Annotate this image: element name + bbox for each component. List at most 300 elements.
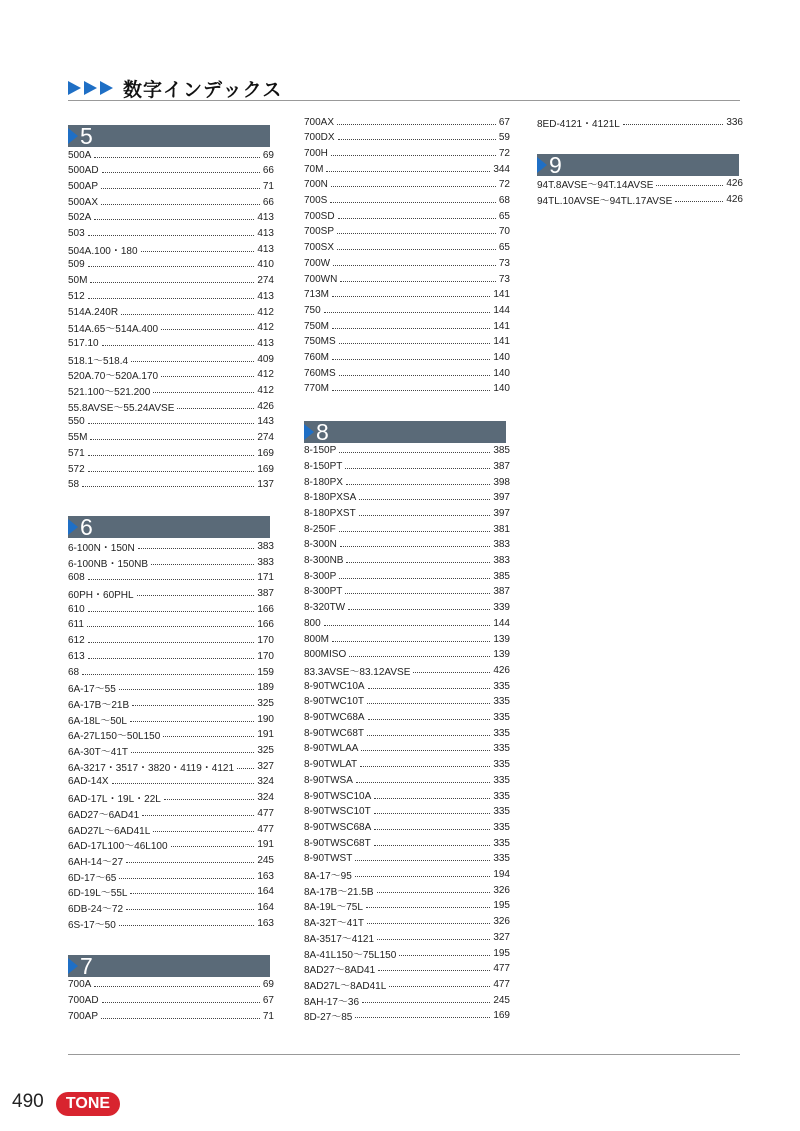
entry-label: 6-100N・150N [68,542,135,554]
index-entry [304,458,510,474]
entry-label: 8-90TWST [304,853,353,865]
index-entry [304,302,510,318]
leader-dots [337,249,496,250]
index-entry [304,804,510,820]
leader-dots [102,1002,260,1003]
leader-dots [374,798,490,799]
entry-label: 6D-19L～55L [68,888,128,900]
index-entry [304,772,510,788]
leader-dots [153,392,254,393]
index-entry [304,568,510,584]
entry-page: 65 [498,210,510,222]
entry-label: 611 [68,619,84,631]
index-entry [68,977,274,993]
page-title: 数字インデックス [123,79,283,101]
entry-page: 413 [257,243,274,255]
leader-dots [374,813,491,814]
entry-page: 139 [493,649,510,661]
entry-page: 339 [493,602,510,614]
entry-page: 335 [493,727,510,739]
index-entry [68,805,274,821]
leader-dots [88,423,255,424]
entry-label: 8-150PT [304,460,343,472]
entry-page: 66 [262,196,274,208]
leader-dots [413,672,490,673]
index-entry [304,130,510,146]
heading-marker-icon [537,157,547,173]
leader-dots [367,923,490,924]
entry-label: 518.1～518.4 [68,355,129,367]
entry-label: 8-250F [304,523,336,535]
leader-dots [119,878,254,879]
leader-dots [94,219,254,220]
leader-dots [330,202,496,203]
index-entry [68,367,274,383]
leader-dots [332,296,490,297]
entry-page: 144 [493,304,510,316]
entry-page: 71 [262,1010,274,1022]
entry-page: 477 [493,978,510,990]
entry-label: 6AD-17L100～46L100 [68,841,168,853]
leader-dots [675,201,723,202]
entry-page: 67 [262,995,274,1007]
entry-page: 191 [257,729,274,741]
leader-dots [355,1017,490,1018]
index-entry [304,255,510,271]
leader-dots [101,204,260,205]
entry-page: 325 [257,745,274,756]
entry-label: 8-90TWSA [304,774,353,786]
entry-page: 170 [257,635,274,647]
entry-page: 413 [257,212,274,224]
leader-dots [126,909,254,910]
index-entry [304,976,510,992]
entry-page: 335 [493,806,510,818]
entry-page: 383 [257,556,274,568]
entry-label: 517.10 [68,337,99,349]
index-entry [304,240,510,256]
entry-label: 613 [68,650,85,662]
entry-label: 94T.8AVSE～94T.14AVSE [537,180,654,192]
entry-label: 55M [68,432,88,444]
index-entry [68,257,274,273]
entry-label: 700AP [68,1010,99,1022]
leader-dots [359,515,491,516]
leader-dots [340,546,491,547]
entry-label: 713M [304,289,330,301]
leader-dots [348,609,490,610]
leader-dots [141,251,255,252]
index-entry [304,788,510,804]
section-heading-number: 6 [80,514,93,541]
entry-page: 387 [493,586,510,598]
index-entry [68,430,274,446]
index-entry [68,226,274,242]
index-entry [304,835,510,851]
entry-page: 163 [257,870,274,882]
entry-label: 750M [304,320,330,332]
index-entry [68,758,274,774]
entry-page: 69 [262,979,274,991]
entry-page: 336 [726,116,743,128]
entry-label: 83.3AVSE～83.12AVSE [304,666,411,678]
entry-page: 477 [493,963,510,975]
index-entry [304,945,510,961]
leader-dots [374,845,491,846]
section-heading-number: 9 [549,151,562,178]
leader-dots [119,689,255,690]
entry-label: 8D-27～85 [304,1012,353,1024]
entry-page: 169 [493,1010,510,1022]
entry-label: 509 [68,259,85,271]
entry-label: 770M [304,383,330,395]
entry-label: 8-150P [304,445,337,457]
index-entry [68,900,274,916]
leader-dots [361,750,490,751]
entry-label: 8AH-17～36 [304,996,360,1008]
entry-page: 385 [493,570,510,582]
leader-dots [130,721,254,722]
entry-label: 500AX [68,196,99,208]
leader-dots [360,766,490,767]
leader-dots [367,735,490,736]
entry-label: 8-300N [304,539,337,551]
index-entry [304,381,510,397]
entry-page: 163 [257,917,274,929]
heading-marker-icon [68,958,78,974]
entry-page: 68 [498,195,510,206]
entry-page: 412 [257,306,274,318]
index-entry [68,178,274,194]
entry-page: 324 [257,776,274,788]
index-entry [304,318,510,334]
entry-page: 413 [257,337,274,349]
index-entry [304,929,510,945]
entry-page: 73 [498,257,510,269]
index-entry [304,271,510,287]
index-entry [304,631,510,647]
index-entry [68,884,274,900]
leader-dots [337,124,496,125]
leader-dots [338,139,496,140]
entry-label: 514A.65～514A.400 [68,324,159,336]
entry-page: 398 [493,476,510,488]
index-entry [304,757,510,773]
entry-label: 502A [68,212,92,224]
leader-dots [88,611,255,612]
entry-label: 6AD27～6AD41 [68,809,140,821]
entry-page: 164 [257,902,274,913]
entry-label: 6DB-24～72 [68,904,124,915]
index-entry [68,398,274,414]
index-entry [68,711,274,727]
leader-dots [374,829,490,830]
leader-dots [112,783,255,784]
heading-marker-icon [68,128,78,144]
index-entry [68,273,274,289]
index-entry [68,774,274,790]
entry-page: 190 [257,713,274,725]
leader-dots [346,484,490,485]
entry-page: 397 [493,507,510,519]
index-entry [304,553,510,569]
leader-dots [324,312,491,313]
leader-dots [130,893,254,894]
entry-label: 6AH-14～27 [68,856,124,868]
index-entry [304,961,510,977]
index-entry [304,914,510,930]
index-entry [304,193,510,209]
leader-dots [399,955,490,956]
entry-label: 8A-17～95 [304,871,352,882]
leader-dots [161,376,254,377]
leader-dots [340,281,496,282]
index-entry [304,710,510,726]
entry-page: 140 [493,352,510,363]
leader-dots [359,499,490,500]
index-entry [68,554,274,570]
index-entry [68,445,274,461]
entry-page: 387 [493,460,510,472]
entry-label: 700S [304,195,328,206]
section-heading-number: 7 [80,952,93,979]
section-heading-7 [68,952,270,979]
leader-dots [132,705,254,706]
entry-label: 521.100～521.200 [68,387,151,398]
entry-label: 6A-3217・3517・3820・4119・4121 [68,762,235,774]
entry-page: 69 [262,149,274,161]
index-entry [537,114,743,130]
entry-page: 140 [493,367,510,379]
index-entry [68,414,274,430]
entry-label: 8-90TWSC68A [304,821,372,833]
entry-page: 426 [726,178,743,190]
leader-dots [339,531,491,532]
leader-dots [88,642,255,643]
leader-dots [378,970,490,971]
entry-page: 383 [493,555,510,566]
leader-dots [377,939,490,940]
entry-page: 171 [257,572,274,584]
leader-dots [332,328,490,329]
entry-page: 381 [493,523,510,535]
index-entry [304,662,510,678]
index-entry [304,898,510,914]
entry-label: 800M [304,633,330,645]
leader-dots [346,562,490,563]
leader-dots [82,486,254,487]
entry-page: 159 [257,666,274,678]
entry-label: 572 [68,463,85,475]
entry-label: 6-100NB・150NB [68,558,149,570]
entry-label: 6A-27L150～50L150 [68,731,161,743]
index-entry [68,570,274,586]
entry-page: 412 [257,322,274,334]
index-entry [68,335,274,351]
entry-page: 70 [498,226,510,238]
leader-dots [171,846,255,847]
entry-label: 503 [68,228,85,239]
entry-page: 67 [498,116,510,128]
entry-label: 700DX [304,132,335,144]
entry-page: 324 [257,792,274,804]
entry-label: 50M [68,275,88,287]
index-entry [304,819,510,835]
leader-dots [368,688,491,689]
entry-label: 8-90TWC10A [304,680,365,692]
entry-page: 73 [498,273,510,285]
entry-label: 750MS [304,336,336,348]
entry-page: 169 [257,447,274,459]
leader-dots [88,579,255,580]
entry-label: 6D-17～65 [68,872,117,884]
entry-label: 520A.70～520A.170 [68,371,159,383]
entry-page: 327 [493,931,510,943]
leader-dots [338,218,496,219]
entry-label: 8-300NB [304,555,344,566]
section-heading-number: 8 [316,418,329,445]
entry-page: 335 [493,743,510,755]
entry-label: 8A-19L～75L [304,902,363,914]
leader-dots [137,595,255,596]
section-heading-number: 5 [80,123,93,149]
entry-label: 610 [68,603,85,615]
index-entry [68,147,274,163]
logo-text: TONE [65,1095,111,1112]
leader-dots [131,361,254,362]
entry-page: 325 [257,697,274,709]
leader-dots [656,185,723,186]
entry-label: 6A-18L～50L [68,715,127,727]
index-entry [68,743,274,759]
entry-page: 397 [493,492,510,504]
entry-page: 164 [257,886,274,898]
entry-page: 335 [493,774,510,786]
leader-dots [331,155,496,156]
leader-dots [345,468,490,469]
entry-label: 700N [304,179,328,191]
entry-page: 65 [498,242,510,254]
leader-dots [326,171,490,172]
index-entry [304,474,510,490]
leader-dots [88,658,255,659]
index-entry [304,224,510,240]
leader-dots [623,124,723,125]
index-entry [304,505,510,521]
index-entry [68,852,274,868]
entry-label: 6A-17B～21B [68,699,130,711]
entry-page: 385 [493,445,510,457]
leader-dots [102,345,255,346]
leader-dots [101,1018,260,1019]
leader-dots [356,782,490,783]
entry-label: 608 [68,572,85,584]
entry-label: 8-90TWC68T [304,727,365,739]
entry-page: 344 [493,163,510,175]
entry-label: 700H [304,147,328,159]
entry-page: 327 [257,760,274,772]
entry-label: 6AD27L～6AD41L [68,825,151,837]
entry-page: 195 [493,947,510,959]
entry-page: 335 [493,853,510,865]
index-entry [304,114,510,130]
leader-dots [367,703,490,704]
entry-page: 71 [262,180,274,192]
header-divider [68,100,740,101]
index-entry [304,882,510,898]
section-heading-6 [68,514,270,541]
entry-label: 8A-41L150～75L150 [304,949,397,961]
entry-label: 8A-17B～21.5B [304,886,374,898]
leader-dots [90,282,254,283]
index-entry [68,194,274,210]
entry-page: 170 [257,650,274,662]
entry-page: 189 [257,682,274,694]
index-entry [304,584,510,600]
entry-label: 750 [304,304,321,316]
entry-label: 6AD-17L・19L・22L [68,794,161,806]
leader-dots [368,719,491,720]
entry-label: 700SP [304,226,335,238]
leader-dots [88,298,255,299]
section-heading-8 [304,418,506,445]
entry-label: 612 [68,635,85,647]
leader-dots [339,452,490,453]
entry-page: 72 [498,179,510,191]
index-entry [68,868,274,884]
leader-dots [138,548,255,549]
index-entry [68,320,274,336]
leader-dots [324,625,491,626]
leader-dots [102,172,260,173]
index-entry [537,191,743,207]
leader-dots [333,265,496,266]
entry-page: 426 [726,193,743,205]
leader-dots [88,266,255,267]
entry-label: 8-90TWSC10A [304,790,372,802]
leader-dots [88,455,255,456]
entry-label: 512 [68,290,85,302]
index-entry [304,867,510,883]
entry-page: 143 [257,416,274,428]
index-entry [68,477,274,493]
leader-dots [88,235,255,236]
index-entry [68,351,274,367]
leader-dots [377,892,491,893]
leader-dots [142,815,254,816]
index-entry [68,163,274,179]
entry-label: 700AX [304,116,335,128]
entry-page: 274 [257,432,274,444]
leader-dots [339,343,491,344]
index-entry [304,208,510,224]
index-entry [68,383,274,399]
page-header [68,76,282,100]
entry-label: 700AD [68,995,99,1007]
index-entry [68,288,274,304]
index-entry [68,821,274,837]
entry-label: 94TL.10AVSE～94TL.17AVSE [537,195,673,207]
section-heading-9 [537,151,739,178]
index-entry [304,741,510,757]
index-entry [304,334,510,350]
entry-label: 8-90TWSC68T [304,837,371,849]
entry-page: 413 [257,290,274,302]
entry-page: 335 [493,759,510,771]
leader-dots [161,329,254,330]
index-entry [68,993,274,1009]
entry-page: 194 [493,869,510,880]
